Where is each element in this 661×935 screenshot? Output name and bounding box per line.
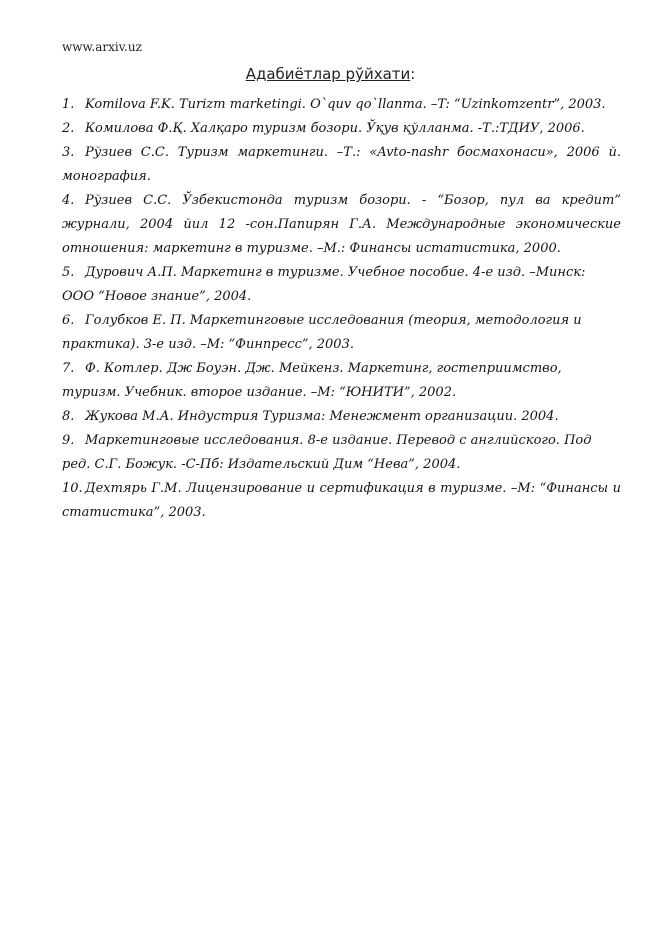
reference-number: 6. xyxy=(62,313,75,328)
site-watermark: www.arxiv.uz xyxy=(62,40,142,54)
reference-number: 7. xyxy=(62,361,75,376)
reference-text: Маркетинговые исследования. 8-е издание. Перевод с английского. Под ред. С.Г. Божук. -С-Пб: Издательский Дим “Нева”, 2004. xyxy=(62,433,592,472)
title-text: Адабиётлар рўйхати xyxy=(245,65,411,83)
reference-item xyxy=(62,189,621,261)
reference-list xyxy=(62,93,621,525)
reference-number: 9. xyxy=(62,433,75,448)
reference-item xyxy=(62,429,621,477)
reference-number: 4. xyxy=(62,193,75,208)
reference-text: Komilova F.K. Turizm marketingi. O`quv qo`llanma. –T: “Uzinkomzentr”, 2003. xyxy=(85,97,606,112)
reference-text: Голубков Е. П. Маркетинговые исследования (теория, методология и практика). 3-е изд. –М: “Финпресс”, 2003. xyxy=(62,313,582,352)
reference-text: Дехтярь Г.М. Лицензирование и сертификация в туризме. –М: “Финансы и статистика”, 2003. xyxy=(62,481,621,520)
reference-text: Рўзиев С.С. Туризм маркетинги. –Т.: «Avto-nashr босмахонаси», 2006 й. монография. xyxy=(62,145,621,184)
reference-text: Жукова М.А. Индустрия Туризма: Менежмент организации. 2004. xyxy=(85,409,559,424)
reference-item xyxy=(62,357,621,405)
reference-text: Ф. Котлер. Дж Боуэн. Дж. Мейкенз. Маркетинг, гостеприимство, туризм. Учебник. второе издание. –М: “ЮНИТИ”, 2002. xyxy=(62,361,562,400)
reference-item xyxy=(62,405,621,429)
reference-item xyxy=(62,93,621,117)
page-title xyxy=(0,65,661,83)
title-colon: : xyxy=(410,65,416,83)
reference-text: Рўзиев С.С. Ўзбекистонда туризм бозори. - “Бозор, пул ва кредит” журнали, 2004 йил 12 -сон.Папирян Г.А. Международные экономические отношения: маркетинг в туризме. –М.: Финансы истатистика, 2000. xyxy=(62,193,621,256)
reference-number: 2. xyxy=(62,121,75,136)
reference-item xyxy=(62,117,621,141)
reference-number: 10. xyxy=(62,481,83,496)
reference-number: 3. xyxy=(62,145,75,160)
reference-number: 1. xyxy=(62,97,75,112)
reference-number: 8. xyxy=(62,409,75,424)
reference-item xyxy=(62,141,621,189)
reference-item xyxy=(62,309,621,357)
reference-number: 5. xyxy=(62,265,75,280)
reference-text: Комилова Ф.Қ. Халқаро туризм бозори. Ўқув қўлланма. -Т.:ТДИУ, 2006. xyxy=(85,121,585,136)
reference-item xyxy=(62,261,621,309)
reference-item xyxy=(62,477,621,525)
reference-text: Дурович А.П. Маркетинг в туризме. Учебное пособие. 4-е изд. –Минск: ООО “Новое знание”, 2004. xyxy=(62,265,586,304)
